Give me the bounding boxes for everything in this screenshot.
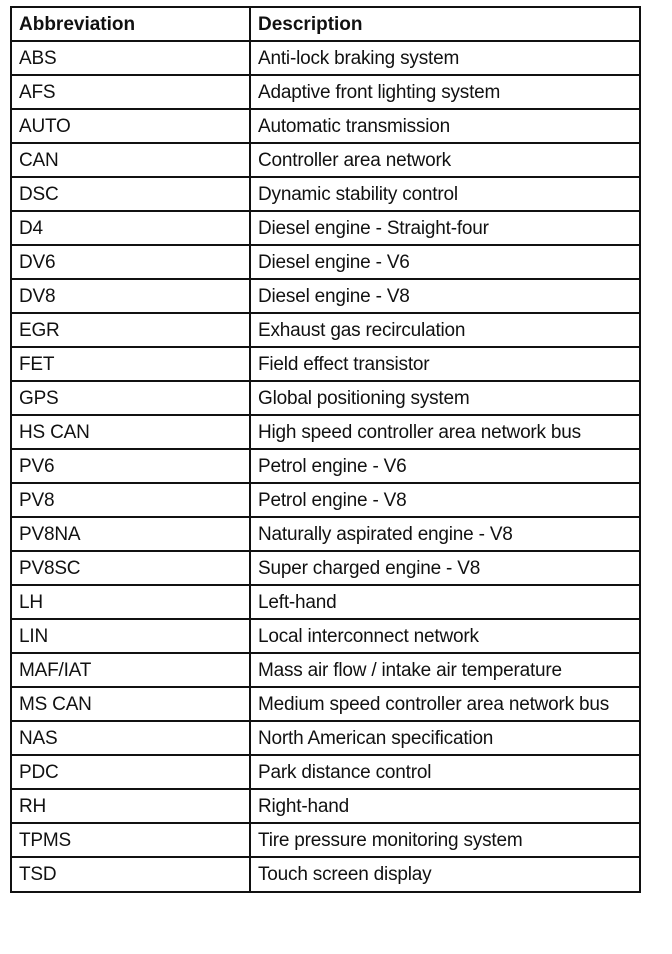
table-row [11, 653, 640, 687]
description-cell: Diesel engine - V8 [250, 279, 640, 313]
abbreviation-cell: PV8 [11, 483, 250, 517]
table-row [11, 619, 640, 653]
abbreviation-cell: AFS [11, 75, 250, 109]
description-cell: Tire pressure monitoring system [250, 823, 640, 857]
abbreviation-cell: GPS [11, 381, 250, 415]
abbreviation-cell: PV8NA [11, 517, 250, 551]
abbreviation-table [10, 6, 641, 893]
table-row [11, 789, 640, 823]
abbreviation-cell: CAN [11, 143, 250, 177]
table-row [11, 755, 640, 789]
description-cell: Right-hand [250, 789, 640, 823]
table-row [11, 279, 640, 313]
table-row [11, 517, 640, 551]
header-abbreviation: Abbreviation [11, 7, 250, 41]
abbreviation-cell: EGR [11, 313, 250, 347]
description-cell: Anti-lock braking system [250, 41, 640, 75]
header-description: Description [250, 7, 640, 41]
abbreviation-cell: TSD [11, 857, 250, 892]
abbreviation-cell: NAS [11, 721, 250, 755]
abbreviation-cell: DV6 [11, 245, 250, 279]
abbreviation-cell: LH [11, 585, 250, 619]
table-row [11, 109, 640, 143]
description-cell: Super charged engine - V8 [250, 551, 640, 585]
description-cell: Touch screen display [250, 857, 640, 892]
table-row [11, 721, 640, 755]
abbreviation-cell: ABS [11, 41, 250, 75]
table-row [11, 449, 640, 483]
table-row [11, 177, 640, 211]
table-row [11, 75, 640, 109]
table-row [11, 585, 640, 619]
abbreviation-cell: LIN [11, 619, 250, 653]
table-row [11, 347, 640, 381]
abbreviation-cell: HS CAN [11, 415, 250, 449]
abbreviation-cell: MAF/IAT [11, 653, 250, 687]
table-row [11, 211, 640, 245]
description-cell: Mass air flow / intake air temperature [250, 653, 640, 687]
description-cell: High speed controller area network bus [250, 415, 640, 449]
description-cell: Left-hand [250, 585, 640, 619]
abbreviation-cell: DSC [11, 177, 250, 211]
table-body [11, 41, 640, 892]
table-row [11, 551, 640, 585]
abbreviation-cell: AUTO [11, 109, 250, 143]
description-cell: Diesel engine - Straight-four [250, 211, 640, 245]
description-cell: Petrol engine - V6 [250, 449, 640, 483]
table-row [11, 823, 640, 857]
abbreviation-cell: FET [11, 347, 250, 381]
table-row [11, 41, 640, 75]
abbreviation-cell: PV6 [11, 449, 250, 483]
abbreviation-cell: PDC [11, 755, 250, 789]
table-row [11, 143, 640, 177]
table-row [11, 415, 640, 449]
header-row [11, 7, 640, 41]
description-cell: Automatic transmission [250, 109, 640, 143]
table-row [11, 381, 640, 415]
abbreviation-cell: RH [11, 789, 250, 823]
description-cell: Adaptive front lighting system [250, 75, 640, 109]
description-cell: Dynamic stability control [250, 177, 640, 211]
description-cell: North American specification [250, 721, 640, 755]
description-cell: Petrol engine - V8 [250, 483, 640, 517]
description-cell: Diesel engine - V6 [250, 245, 640, 279]
description-cell: Local interconnect network [250, 619, 640, 653]
abbreviation-cell: DV8 [11, 279, 250, 313]
table-row [11, 687, 640, 721]
abbreviation-cell: D4 [11, 211, 250, 245]
table-row [11, 857, 640, 892]
abbreviation-cell: MS CAN [11, 687, 250, 721]
description-cell: Global positioning system [250, 381, 640, 415]
abbreviation-cell: PV8SC [11, 551, 250, 585]
description-cell: Exhaust gas recirculation [250, 313, 640, 347]
description-cell: Field effect transistor [250, 347, 640, 381]
table-header [11, 7, 640, 41]
table-row [11, 245, 640, 279]
table-row [11, 313, 640, 347]
table-row [11, 483, 640, 517]
description-cell: Medium speed controller area network bus [250, 687, 640, 721]
description-cell: Park distance control [250, 755, 640, 789]
description-cell: Controller area network [250, 143, 640, 177]
description-cell: Naturally aspirated engine - V8 [250, 517, 640, 551]
abbreviation-cell: TPMS [11, 823, 250, 857]
